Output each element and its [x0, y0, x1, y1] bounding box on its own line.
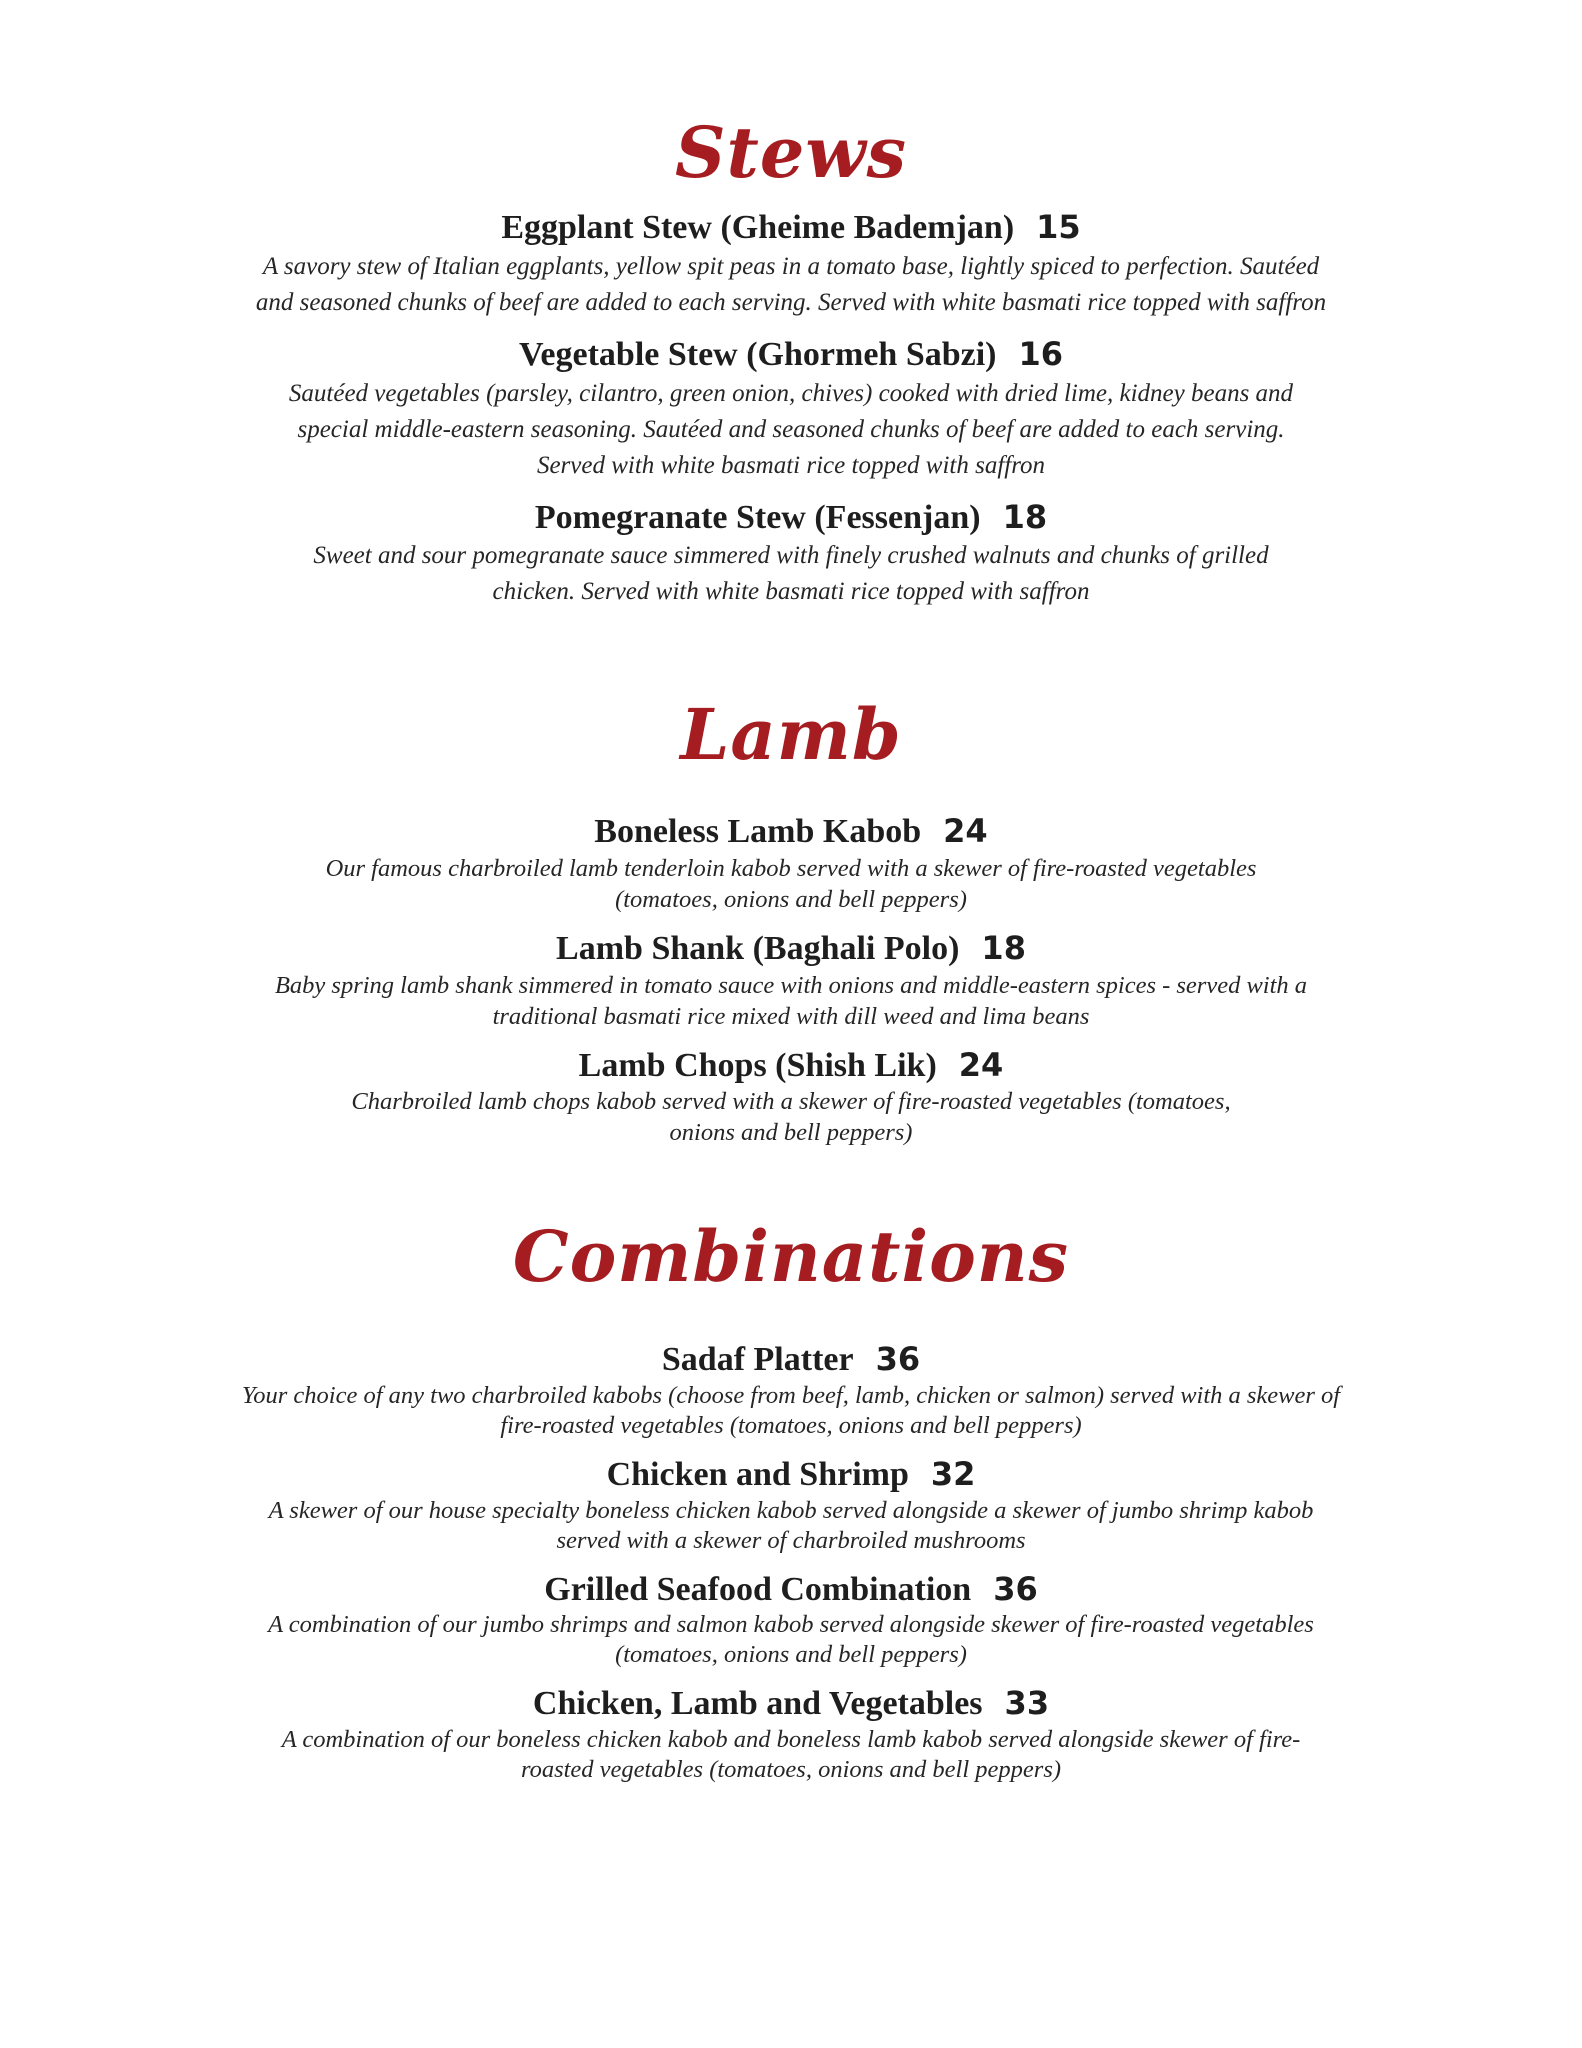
section-combinations	[0, 1215, 1582, 1785]
item-price: 32	[930, 1454, 976, 1493]
section-title: Lamb	[680, 693, 902, 776]
item-price: 16	[1018, 334, 1064, 373]
item-name: Chicken and Shrimp	[606, 1455, 909, 1493]
item-price: 15	[1036, 208, 1081, 246]
item-description: A combination of our jumbo shrimps and salmon kabob served alongside skewer of fire-roasted vegetables (tomatoes, onions and bell peppers)	[268, 1611, 1314, 1669]
item-price: 18	[981, 928, 1026, 967]
item-price: 18	[1002, 497, 1048, 536]
menu-item	[231, 335, 1351, 484]
item-name: Lamb Chops (Shish Lik)	[578, 1046, 937, 1084]
item-description: Sautéed vegetables (parsley, cilantro, green onion, chives) cooked with dried lime, kidney beans and special middle-eastern seasoning. Sautéed and seasoned chunks of beef are added to each serving. Served with white basmati rice topped with saffron	[288, 379, 1294, 479]
menu-item	[231, 929, 1351, 1032]
menu-item	[231, 1570, 1351, 1671]
menu-item	[231, 1340, 1351, 1441]
item-description: A skewer of our house specialty boneless chicken kabob served alongside a skewer of jumbo shrimp kabob served with a skewer of charbroiled mushrooms	[268, 1496, 1314, 1554]
section-title: Stews	[674, 111, 908, 194]
item-description: Our famous charbroiled lamb tenderloin kabob served with a skewer of fire-roasted vegetables (tomatoes, onions and bell peppers)	[325, 854, 1257, 913]
item-description: Charbroiled lamb chops kabob served with a skewer of fire-roasted vegetables (tomatoes, onions and bell peppers)	[351, 1088, 1231, 1147]
item-price: 36	[993, 1569, 1038, 1608]
item-price: 24	[958, 1045, 1004, 1084]
menu-item	[231, 1684, 1351, 1785]
menu-item	[231, 498, 1351, 611]
item-price: 33	[1004, 1684, 1050, 1723]
item-name: Chicken, Lamb and Vegetables	[532, 1685, 983, 1723]
item-description: Sweet and sour pomegranate sauce simmered with finely crushed walnuts and chunks of grilled chicken. Served with white basmati rice topped with saffron	[313, 542, 1269, 606]
item-price: 36	[875, 1340, 921, 1378]
item-description: A savory stew of Italian eggplants, yellow spit peas in a tomato base, lightly spiced to perfection. Sautéed and seasoned chunks of beef are added to each serving. Served with white basmati rice topped with saffron	[255, 252, 1327, 316]
item-name: Sadaf Platter	[661, 1341, 854, 1378]
menu-item	[231, 208, 1351, 321]
item-name: Pomegranate Stew (Fessenjan)	[534, 498, 981, 536]
section-title: Combinations	[512, 1215, 1070, 1298]
item-description: Baby spring lamb shank simmered in tomato sauce with onions and middle-eastern spices - served with a traditional basmati rice mixed with dill weed and lima beans	[274, 971, 1308, 1030]
item-name: Boneless Lamb Kabob	[594, 813, 922, 850]
item-price: 24	[943, 812, 988, 850]
item-name: Eggplant Stew (Gheime Bademjan)	[501, 209, 1015, 246]
section-stews	[0, 111, 1582, 610]
menu-item	[231, 1455, 1351, 1556]
item-name: Grilled Seafood Combination	[544, 1570, 972, 1608]
item-description: A combination of our boneless chicken kabob and boneless lamb kabob served alongside skewer of fire-roasted vegetables (tomatoes, onions and bell peppers)	[281, 1726, 1301, 1784]
menu-item	[231, 812, 1351, 915]
section-lamb	[0, 693, 1582, 1148]
item-description: Your choice of any two charbroiled kabobs (choose from beef, lamb, chicken or salmon) served with a skewer of fire-roasted vegetables (tomatoes, onions and bell peppers)	[241, 1381, 1341, 1439]
item-name: Vegetable Stew (Ghormeh Sabzi)	[518, 335, 997, 373]
menu-item	[231, 1046, 1351, 1149]
item-name: Lamb Shank (Baghali Polo)	[556, 929, 960, 967]
